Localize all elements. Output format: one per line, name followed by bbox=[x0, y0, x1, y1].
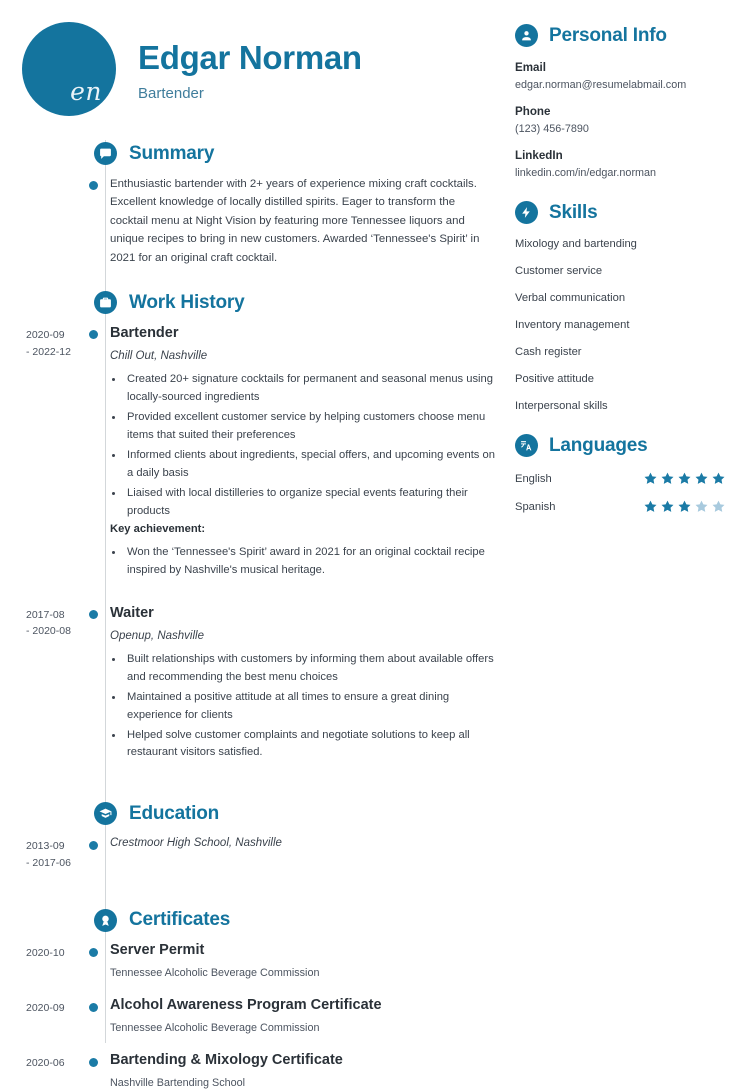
section-title-certificates: Certificates bbox=[129, 909, 231, 931]
summary-dot-col bbox=[88, 175, 110, 267]
list-item: Mixology and bartending bbox=[515, 238, 637, 250]
language-row bbox=[515, 471, 726, 486]
list-item: • Helped solve customer complaints and negotiate solutions to keep all restaurant visitors satisfied. bbox=[124, 727, 495, 763]
list-item: • Provided excellent customer service by helping customers choose menu items that suited their preferences bbox=[124, 409, 495, 445]
certificate-issuer: Tennessee Alcoholic Beverage Commission bbox=[110, 1021, 320, 1034]
personal-info-field bbox=[515, 61, 726, 91]
certificate-date: 2020-10 bbox=[26, 946, 65, 959]
list-item: Customer service bbox=[515, 265, 603, 277]
star-filled-icon bbox=[711, 471, 726, 486]
date-to: - 2020-08 bbox=[26, 624, 71, 637]
sidebar bbox=[505, 0, 750, 1061]
list-item: • Created 20+ signature cocktails for permanent and seasonal menus using locally-sourced ingredients bbox=[124, 371, 495, 407]
certificate-entry bbox=[0, 942, 505, 979]
work-entry-title: Waiter bbox=[110, 604, 154, 621]
work-entry bbox=[0, 604, 505, 765]
header-text bbox=[116, 22, 362, 102]
date-to: - 2022-12 bbox=[26, 345, 71, 358]
date-from: 2013-09 bbox=[26, 840, 65, 853]
timeline-dot bbox=[89, 948, 98, 957]
timeline-dot bbox=[89, 330, 98, 339]
certificate-date: 2020-06 bbox=[26, 1056, 65, 1069]
translate-icon bbox=[515, 434, 538, 457]
timeline-dot bbox=[89, 181, 98, 190]
sidebar-section-languages bbox=[515, 434, 726, 514]
star-filled-icon bbox=[677, 471, 692, 486]
summary-dates bbox=[0, 175, 88, 267]
field-label-linkedin: LinkedIn bbox=[515, 149, 563, 162]
work-entry bbox=[0, 324, 505, 581]
section-title-personal-info: Personal Info bbox=[549, 24, 667, 46]
field-label-email: Email bbox=[515, 61, 546, 74]
work-entry-company: Chill Out, Nashville bbox=[110, 350, 208, 363]
star-filled-icon bbox=[694, 471, 709, 486]
timeline-dot bbox=[89, 610, 98, 619]
field-value-phone[interactable]: (123) 456-7890 bbox=[515, 123, 589, 135]
list-item: • Won the ‘Tennessee's Spirit’ award in 2021 for an original cocktail recipe inspired by Nashville's musical heritage. bbox=[124, 544, 495, 580]
certificate-title: Server Permit bbox=[110, 941, 205, 958]
summary-body bbox=[110, 175, 505, 267]
section-title-skills: Skills bbox=[549, 201, 598, 223]
avatar-initials: en bbox=[70, 77, 102, 106]
briefcase-icon bbox=[94, 291, 117, 314]
work-entry-key-achievements bbox=[110, 544, 495, 580]
list-item: • Informed clients about ingredients, special offers, and upcoming events on a daily basis bbox=[124, 447, 495, 483]
key-achievement-label: Key achievement: bbox=[110, 522, 206, 535]
list-item: Interpersonal skills bbox=[515, 400, 608, 412]
certificate-issuer: Tennessee Alcoholic Beverage Commission bbox=[110, 966, 320, 979]
star-empty-icon bbox=[711, 499, 726, 514]
education-entry-dates bbox=[0, 835, 88, 871]
certificate-entry bbox=[0, 997, 505, 1034]
star-filled-icon bbox=[643, 499, 658, 514]
list-item: • Liaised with local distilleries to organize special events featuring their products bbox=[124, 485, 495, 521]
person-icon bbox=[515, 24, 538, 47]
language-name: English bbox=[515, 472, 552, 485]
language-rating-stars bbox=[643, 499, 726, 514]
work-entry-dates bbox=[0, 604, 88, 765]
star-filled-icon bbox=[660, 499, 675, 514]
summary-text: Enthusiastic bartender with 2+ years of experience mixing craft cocktails. Excellent knowledge of locally distilled spirits. Eager to transform the cocktail menu at Night Vision by featuring more Tennessee liquors and unique recipes to bring in new customers. Awarded ‘Tennessee's Spirit’ in 2021 for an original craft cocktail. bbox=[110, 178, 480, 264]
work-entry-title: Bartender bbox=[110, 325, 179, 342]
list-item: Positive attitude bbox=[515, 373, 594, 385]
work-entry-dates bbox=[0, 324, 88, 581]
section-header-education bbox=[0, 802, 505, 825]
language-rating-stars bbox=[643, 471, 726, 486]
section-header-summary bbox=[0, 142, 505, 165]
list-item: • Maintained a positive attitude at all times to ensure a great dining experience for clients bbox=[124, 689, 495, 725]
job-title: Bartender bbox=[138, 85, 204, 103]
lightning-bolt-icon bbox=[515, 201, 538, 224]
work-entry-bullets bbox=[110, 371, 495, 520]
education-school: Crestmoor High School, Nashville bbox=[110, 837, 282, 850]
star-filled-icon bbox=[677, 499, 692, 514]
graduation-cap-icon bbox=[94, 802, 117, 825]
sidebar-section-personal-info bbox=[515, 24, 726, 179]
resume-header bbox=[0, 22, 505, 116]
timeline-dot bbox=[89, 841, 98, 850]
summary-row bbox=[0, 175, 505, 267]
date-from: 2017-08 bbox=[26, 608, 65, 621]
certificate-entry bbox=[0, 1052, 505, 1089]
certificate-date: 2020-09 bbox=[26, 1001, 65, 1014]
star-filled-icon bbox=[643, 471, 658, 486]
timeline-dot bbox=[89, 1058, 98, 1067]
sidebar-section-skills bbox=[515, 201, 726, 412]
section-title-work-history: Work History bbox=[129, 291, 245, 313]
list-item: • Built relationships with customers by informing them about available offers and recommending the best menu choices bbox=[124, 651, 495, 687]
personal-info-field bbox=[515, 149, 726, 179]
work-entry-company: Openup, Nashville bbox=[110, 629, 204, 642]
avatar bbox=[22, 22, 116, 116]
page-title: Edgar Norman bbox=[138, 39, 362, 76]
list-item: Inventory management bbox=[515, 319, 630, 331]
speech-bubble-icon bbox=[94, 142, 117, 165]
work-entry-bullets bbox=[110, 651, 495, 763]
list-item: Cash register bbox=[515, 346, 582, 358]
field-value-email[interactable]: edgar.norman@resumelabmail.com bbox=[515, 79, 687, 91]
section-header-certificates bbox=[0, 909, 505, 932]
personal-info-field bbox=[515, 105, 726, 135]
education-entry bbox=[0, 835, 505, 871]
certificate-title: Alcohol Awareness Program Certificate bbox=[110, 996, 382, 1013]
award-medal-icon bbox=[94, 909, 117, 932]
list-item: Verbal communication bbox=[515, 292, 626, 304]
certificate-title: Bartending & Mixology Certificate bbox=[110, 1051, 343, 1068]
star-empty-icon bbox=[694, 499, 709, 514]
language-row bbox=[515, 499, 726, 514]
date-from: 2020-09 bbox=[26, 329, 65, 342]
language-name: Spanish bbox=[515, 500, 556, 513]
certificate-issuer: Nashville Bartending School bbox=[110, 1076, 246, 1089]
section-header-work-history bbox=[0, 291, 505, 314]
star-filled-icon bbox=[660, 471, 675, 486]
section-title-summary: Summary bbox=[129, 142, 215, 164]
field-value-linkedin[interactable]: linkedin.com/in/edgar.norman bbox=[515, 167, 657, 179]
timeline-dot bbox=[89, 1003, 98, 1012]
field-label-phone: Phone bbox=[515, 105, 551, 118]
timeline-spine bbox=[105, 140, 106, 1043]
section-title-languages: Languages bbox=[549, 434, 648, 456]
date-to: - 2017-06 bbox=[26, 856, 71, 869]
section-title-education: Education bbox=[129, 802, 220, 824]
